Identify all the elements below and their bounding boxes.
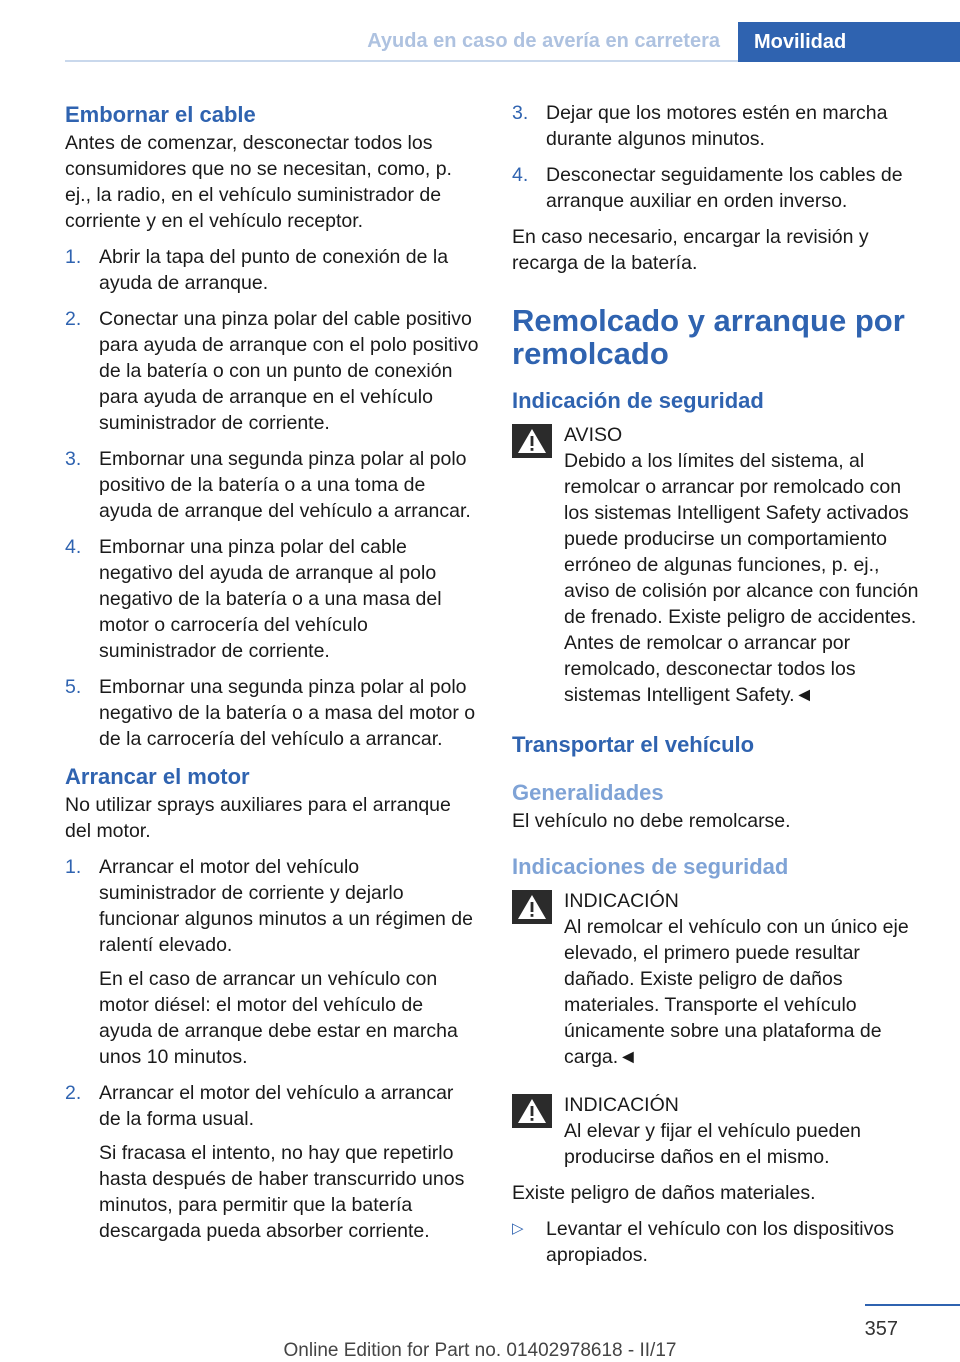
list-item xyxy=(65,854,479,1070)
warning-text: Al remolcar el vehículo con un único eje elevado, el primero puede resultar dañado. Existe peligro de daños materiales. Transporte el vehículo únicamente sobre una plataforma de carga.◄ xyxy=(564,916,909,1068)
list-cable-steps xyxy=(65,244,479,752)
step-subtext: En el caso de arrancar un vehículo con motor diésel: el motor del vehículo de ayuda de arranque debe estar en marcha unos 10 minutos. xyxy=(99,968,458,1068)
page-number: 357 xyxy=(864,1318,898,1340)
list-motor-steps xyxy=(65,854,479,1244)
header-chapter-tab: Movilidad xyxy=(738,22,960,62)
right-column xyxy=(512,100,928,1278)
paragraph-revision: En caso necesario, encargar la revisión y recarga de la batería. xyxy=(512,226,869,274)
heading-generalidades: Generalidades xyxy=(512,780,664,805)
warning-triangle-icon xyxy=(512,424,552,458)
step-number: 5. xyxy=(65,676,82,698)
step-text: Embornar una segunda pinza polar al polo positivo de la batería o a una toma de ayuda de arranque del vehículo a arrancar. xyxy=(99,448,471,522)
paragraph-motor-intro: No utilizar sprays auxiliares para el arranque del motor. xyxy=(65,794,451,842)
list-item xyxy=(512,100,928,152)
warning-block-aviso xyxy=(512,422,928,708)
step-number: 2. xyxy=(65,1082,82,1104)
step-text: Dejar que los motores estén en marcha durante algunos minutos. xyxy=(546,102,888,150)
step-number: 4. xyxy=(65,536,82,558)
left-column xyxy=(65,100,479,1254)
paragraph-cable-intro: Antes de comenzar, desconectar todos los consumidores que no se necesitan, como, p. ej., la radio, en el vehículo suministrador de corriente y en el vehículo receptor. xyxy=(65,132,452,232)
header-section-title: Ayuda en caso de avería en carretera xyxy=(367,30,720,52)
warning-text: Debido a los límites del sistema, al remolcar o arrancar por remolcado con los sistemas Intelligent Safety activados puede producirse un comportamiento erróneo de algunas funciones, p. ej., aviso de colisión por alcance con función de frenado. Existe peligro de accidentes. Antes de remolcar o arrancar por remolcado, desconectar todos los sistemas Intelligent Safety.◄ xyxy=(564,450,919,706)
heading-remolcado: Remolcado y arranque por remolcado xyxy=(512,303,905,371)
heading-indicaciones-seguridad: Indicaciones de seguridad xyxy=(512,854,789,879)
warning-block-indicacion-2 xyxy=(512,1092,928,1170)
paragraph-generalidades: El vehículo no debe remolcarse. xyxy=(512,810,791,832)
list-item xyxy=(65,534,479,664)
step-text: Abrir la tapa del punto de conexión de la ayuda de arranque. xyxy=(99,246,449,294)
list-item xyxy=(65,674,479,752)
list-item xyxy=(65,1080,479,1244)
list-item xyxy=(65,446,479,524)
step-text: Arrancar el motor del vehículo a arrancar de la forma usual. xyxy=(99,1082,454,1130)
step-number: 3. xyxy=(512,102,529,124)
step-text: Desconectar seguidamente los cables de arranque auxiliar en orden inverso. xyxy=(546,164,903,212)
paragraph-danos: Existe peligro de daños materiales. xyxy=(512,1182,816,1204)
list-item xyxy=(65,244,479,296)
step-number: 1. xyxy=(65,246,82,268)
bullet-triangle-icon: ▷ xyxy=(512,1220,524,1237)
step-number: 1. xyxy=(65,856,82,878)
bullet-list xyxy=(512,1216,928,1268)
page-header xyxy=(65,22,960,62)
step-text: Embornar una segunda pinza polar al polo negativo de la batería o a masa del motor o de la carrocería del vehículo a arrancar. xyxy=(99,676,476,750)
list-item xyxy=(512,1216,928,1268)
warning-title: AVISO xyxy=(564,424,623,446)
step-text: Embornar una pinza polar del cable negativo del ayuda de arranque al polo negativo de la batería o a una masa del motor o carrocería del vehículo suministrador de corriente. xyxy=(99,536,442,662)
heading-transportar: Transportar el vehículo xyxy=(512,732,755,757)
warning-triangle-icon xyxy=(512,1094,552,1128)
warning-triangle-icon xyxy=(512,890,552,924)
step-subtext: Si fracasa el intento, no hay que repetirlo hasta después de haber transcurrido unos minutos, para permitir que la batería descargada pueda absorber corriente. xyxy=(99,1142,465,1242)
footer-rule xyxy=(865,1304,960,1306)
heading-embornar-cable: Embornar el cable xyxy=(65,102,256,127)
bullet-text: Levantar el vehículo con los dispositivos apropiados. xyxy=(546,1218,894,1266)
warning-text: Al elevar y fijar el vehículo pueden producirse daños en el mismo. xyxy=(564,1120,862,1168)
step-text: Arrancar el motor del vehículo suministrador de corriente y dejarlo funcionar algunos minutos a un régimen de ralentí elevado. xyxy=(99,856,473,956)
step-number: 4. xyxy=(512,164,529,186)
step-number: 2. xyxy=(65,308,82,330)
heading-arrancar-motor: Arrancar el motor xyxy=(65,764,250,789)
warning-title: INDICACIÓN xyxy=(564,1094,679,1116)
list-item xyxy=(65,306,479,436)
footer-edition: Online Edition for Part no. 01402978618 - II/17 xyxy=(283,1340,677,1361)
list-item xyxy=(512,162,928,214)
step-text: Conectar una pinza polar del cable positivo para ayuda de arranque con el polo positivo de la batería o con un punto de conexión para ayuda de arranque en el vehículo suministrador de corriente. xyxy=(99,308,479,434)
warning-block-indicacion-1 xyxy=(512,888,928,1070)
list-motor-steps-continued xyxy=(512,100,928,214)
warning-title: INDICACIÓN xyxy=(564,890,679,912)
step-number: 3. xyxy=(65,448,82,470)
heading-indicacion-seguridad: Indicación de seguridad xyxy=(512,388,764,413)
